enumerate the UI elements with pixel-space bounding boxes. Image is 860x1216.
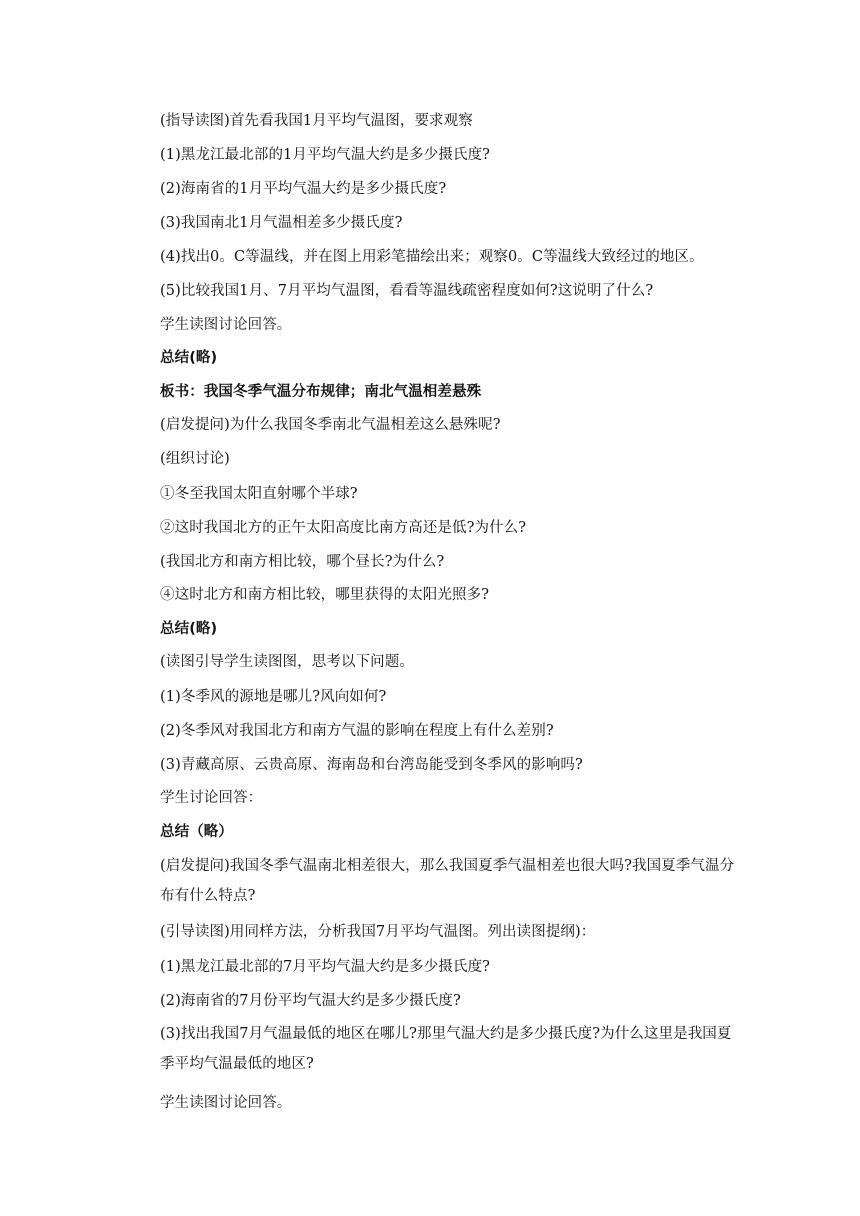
student-answer: 学生读图讨论回答。	[160, 317, 292, 333]
final-student-answer: 学生读图讨论回答。	[160, 1095, 292, 1111]
question-4: (4)找出0。C等温线，并在图上用彩笔描绘出来；观察0。C等温线大致经过的地区。	[160, 249, 704, 265]
student-discussion: 学生讨论回答：	[160, 790, 263, 806]
discussion-item-1: ①冬至我国太阳直射哪个半球?	[160, 486, 358, 502]
july-question-3: (3)找出我国7月气温最低的地区在哪儿?那里气温大约是多少摄氏度?为什么这里是我国夏季平均气温最低的地区?	[160, 1026, 732, 1072]
discussion-item-3: (我国北方和南方相比较，哪个昼长?为什么?	[160, 554, 445, 570]
wind-question-1: (1)冬季风的源地是哪儿?风向如何?	[160, 689, 387, 705]
question-5: (5)比较我国1月、7月平均气温图，看看等温线疏密程度如何?这说明了什么?	[160, 283, 654, 299]
july-guide: (引导读图)用同样方法，分析我国7月平均气温图。列出读图提纲)：	[160, 924, 596, 940]
paragraph-guide-reading: (指导读图)首先看我国1月平均气温图，要求观察	[160, 113, 473, 129]
wind-question-3: (3)青藏高原、云贵高原、海南岛和台湾岛能受到冬季风的影响吗?	[160, 757, 583, 773]
summer-question: (启发提问)我国冬季气温南北相差很大，那么我国夏季气温相差也很大吗?我国夏季气温分布有什么特点?	[160, 858, 735, 904]
reading-guide: (读图引导学生读图图，思考以下问题。	[160, 654, 414, 670]
summary-heading: 总结（略）	[160, 824, 233, 840]
discussion-item-4: ④这时北方和南方相比较，哪里获得的太阳光照多?	[160, 587, 490, 603]
july-question-2: (2)海南省的7月份平均气温大约是多少摄氏度?	[160, 993, 461, 1009]
inspiring-question: (启发提问)为什么我国冬季南北气温相差这么悬殊呢?	[160, 417, 501, 433]
question-2: (2)海南省的1月平均气温大约是多少摄氏度?	[160, 181, 447, 197]
july-question-1: (1)黑龙江最北部的7月平均气温大约是多少摄氏度?	[160, 959, 491, 975]
blackboard-heading: 板书：我国冬季气温分布规律；南北气温相差悬殊	[160, 384, 482, 400]
discussion-item-2: ②这时我国北方的正午太阳高度比南方高还是低?为什么?	[160, 520, 527, 536]
question-3: (3)我国南北1月气温相差多少摄氏度?	[160, 215, 403, 231]
summary-heading: 总结(略)	[160, 350, 218, 366]
summary-heading: 总结(略)	[160, 621, 218, 637]
discussion-heading: (组织讨论)	[160, 451, 230, 467]
question-1: (1)黑龙江最北部的1月平均气温大约是多少摄氏度?	[160, 147, 491, 163]
wind-question-2: (2)冬季风对我国北方和南方气温的影响在程度上有什么差别?	[160, 723, 554, 739]
